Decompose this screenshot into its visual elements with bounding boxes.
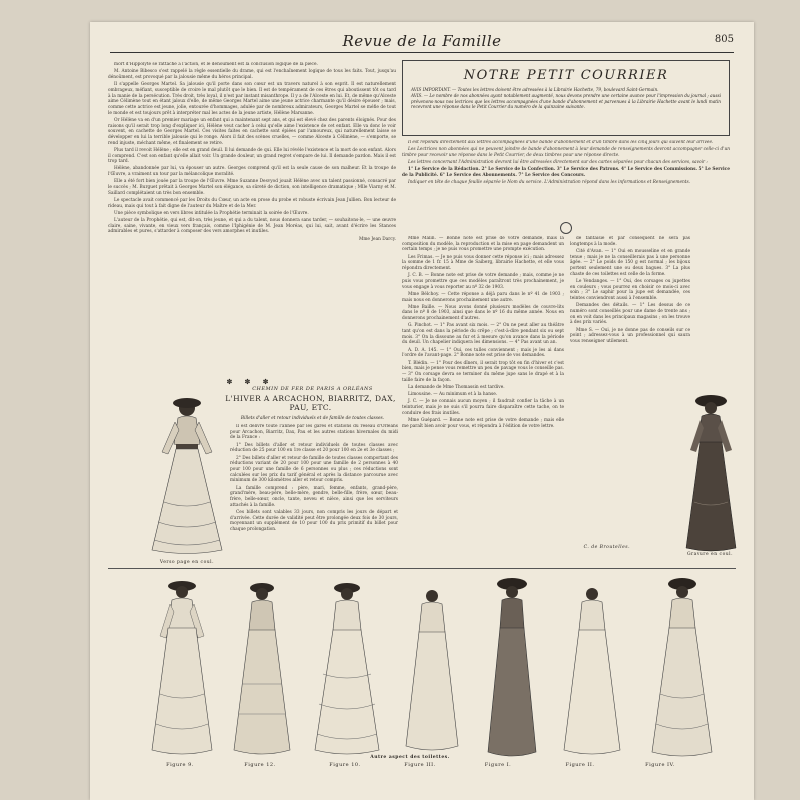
courrier-note: Les lettres concernant l'Administration devront lui être adressées directement sur des cartes séparées pour chacun des services, savoir : [408,160,708,166]
courrier-answer: T. Blédin. — 1° Pour des dîners, il serait trop tôt en fin d'hiver et c'est bien, mais je pense vous remettre un peu de pavage vous le conseille pas. — 3° On corsage devra se terminer du même jupe sans le drapé et à la taille faire de la façon. [402,360,564,383]
courrier-answer: Demandes des détails. — 1° Les dessus de ce numéro sont conseillés pour une dame de trente ans ; on en voit dans les principaux magasins ; on les trouve à des prix variés. [570,303,690,326]
figure-label: Figure II. [565,762,595,768]
courrier-answer: Mme Guépard. — Bonne note est prise de votre demande ; mais elle me paraît bien avoir pour vous, et répondra à l'édition de votre lettre. [402,417,564,429]
railway-title: L'HIVER A ARCACHON, BIARRITZ, DAX, PAU, ETC. [225,394,396,412]
verso-caption: Verso page en coul. [159,560,215,565]
article-paragraph: Hélène, abandonnée par lui, va épouser un autre. Georges comprend qu'il est la seule cause de son malheur. Et la troupe de l'Œuvre, a vraiment un tour par la mélancolique moralité. [108,166,396,178]
magazine-page [90,22,754,800]
courrier-answer: G. Pinchot. — 1° Pas avant six mois. — 2° On ne peut aller au théâtre tant qu'on est dans la période du crêpe ; c'est-à-dire pendant six ou sept mois. 3° On la dissoune au fur et à mesure qu'on avance dans la période du deuil. Un chapelier indiquera les dimensions. — 4° Pas avant un an. [402,323,564,346]
article-paragraph: Il s'appelle Georges Martel. Sa jalousie qu'il porte dans son cœur est un travers naturel à son esprit. Il est naturellement ombrageux, méfiant, susceptible de croire le mal plutôt que le bien. Il est de tempérament de ces êtres qui aboutissent tôt ou tard à la manie de la persécution. Très droit, très loyal, il n'est par instant misanthrope. Il y a de l'Alceste en lui. Et, de même qu'Alceste aime Célimène tout en étant jaloux d'elle, de même Georges Martel aime une jeune actrice charmante qu'il désire épouser ; mais, comme cette actrice est jeune, jolie, entourée d'hommages, adulée par de nombreux admirateurs, Georges Martel se méfie de tout le monde et est toujours prêt à interpréter mal les actes de la jeune artiste, Hélène Marsanne. [108,82,396,116]
courrier-header-box [402,60,730,136]
page-number: 805 [714,34,734,45]
article-paragraph: Une pièce symbolique en vers libres intitulée la Prophétie terminait la soirée de l'Œuvre. [114,210,309,216]
article-paragraph: Elle a été fort bien jouée par la troupe de l'Œuvre. Mme Suzanne Desvyod jouait Hélène avec un talent passionné, consacré par le succès ; M. Burguet prêtait à Georges Martel son élégance, sa sûreté de diction, son intelligence dramatique ; Mlle Viarny et M. Saillard complétaient un très bon ensemble. [108,179,396,196]
courrier-answer: Mme Baille. — Nous avons donné plusieurs modèles de couvre-lits dans le nº 8 de 1903, ainsi que dans le nº 16 du même année. Nous en donnerons prochainement d'autres. [402,304,564,322]
figure-label: Figure III. [404,762,436,768]
figure-label: Figure 9. [166,762,194,768]
courrier-answer: Le Vendanges. — 1° Oui, des corsages ou jupettes en couleurs ; vous pourrez en choisir ce mois-ci avec soin ; 3° Le saphir pour la jupe est demandée, ces teintes conviendront aussi à l'ensemble. [570,278,690,302]
figure-label: Figure IV. [645,762,675,768]
railway-paragraph: La famille comprend : père, mari, femme, enfants, grand-père, grand'mère, beau-père, belle-mère, gendre, belle-fille, frère, sœur, beau-frère, belle-sœur, oncle, tante, neveu et nièce, ainsi que les serviteurs attachés à la famille. [230,485,398,508]
article-paragraph: Plus tard il revoit Hélène ; elle est en grand deuil. Il lui demande de qui. Elle lui révèle l'existence et la mort de son enfant. Alors il comprend. C'est son enfant qu'elle allait voir. Un grande douleur, un grand regret s'empare de lui. Il demande pardon. Mais il est trop tard. [108,147,396,165]
courrier-answer: Mme Bélchoy. — Cette réponse a déjà paru dans le nº 41 de 1903 ; mais nous en donnerons prochainement une autre. [402,291,564,303]
article-paragraph: Le spectacle avait commencé par les Droits du Cœur, un acte en prose du probe et robuste écrivain Jean Jullien. Bon lecteur de rideau, mais qui tout à fait digne de l'auteur du Maître et de la Mer. [108,197,396,209]
railway-paragraph: Il est délivré toute l'année par les gares et stations du réseau d'Orléans pour Arcachon, Biarritz, Dax, Pau et les autres stations hivernales du midi de la France : [230,424,398,441]
gravure-caption: Gravure en coul. [686,552,734,557]
courrier-services-list: 1° Le Service de la Rédaction. 2° Le Service de la Confection. 3° Le Service des Patrons. 4° Le Service des Commissions. 5° Le Service de la Publicité. 6° Le Service des Abonnements. 7° Le Service des Concours. [402,167,730,179]
railway-paragraph: 1° Des billets d'aller et retour individuels de toutes classes avec réduction de 25 pour 100 en 1re classe et 20 pour 100 en 2e et 3e classes ; [230,442,398,454]
theatre-review-column [108,62,396,375]
courrier-avis: AVIS. — Le nombre de nos abonnées ayant notablement augmenté, nous devons prendre une certaine avance pour l'impression du journal ; aussi prévenons-nous nos lectrices que les lettres accompagnées d'une bande d'abonnement et parvenues à la Librairie Hachette avant le lundi matin recevront une réponse dans le Petit Courrier du numéro de la quinzaine suivante. [411,93,721,109]
courrier-answers-left [402,236,564,554]
courrier-rules [402,140,730,220]
figure-III-illustration [406,590,458,750]
courrier-answer: La demande de Mme Thomassin est tardive. [408,384,505,390]
courrier-note: Indiquer en tête de chaque feuille séparée le Nom du service. L'Administration répond dans les informations et Renseignements. [408,180,691,186]
article-paragraph: mort d'Hippolyte se rattache à l'action, et le dénoûment est la conclusion logique de la pièce. [114,62,318,67]
figure-I-illustration [488,578,536,756]
article-paragraph: M. Antoine Bibesco s'est rappelé la règle essentielle du drame, qui est l'enchaînement logique de tous les faits. Tout, jusqu'au dénoûment, est provoqué par la jalousie même du héros principal. [108,69,396,80]
courrier-answer: J. C. — Je ne connais aucun moyen ; il faudrait confier la tâche à un teinturier, mais je ne suis s'il pourra faire disparaître cette tache, on te conduire des frais inutiles. [402,399,564,416]
courrier-answer: Limousine. — Au minimum et à la hanse. [408,392,498,398]
dress-illustration-gravure [680,392,742,552]
railway-kicker: CHEMIN DE FER DE PARIS A ORLÉANS [252,386,373,392]
running-header [110,30,734,53]
courrier-notices [411,87,721,110]
courrier-answers-right [570,236,690,554]
ornament-circle-icon [560,222,572,234]
railway-paragraph: Ces billets sont valables 33 jours, non compris les jours de départ et d'arrivée. Cette durée de validité peut être prolongée deux fois de 30 jours, moyennant un supplément de 10 pour 100 du prix primitif du billet pour chaque prolongation. [230,509,398,532]
courrier-answer: A. D. A. 145. — 1° Oui, ces tulles conviennent ; mais je les ai dans l'ordre de l'avant-page. 2° Bonne note est prise de vos demandes. [402,347,564,359]
figure-9-illustration [152,581,212,754]
courrier-signature: C. de Broutelles. [583,545,630,550]
figure-label: Figure 12. [244,762,276,768]
courrier-note: Il est répondu directement aux lettres accompagnées d'une bande d'abonnement et d'un timbre dans les cinq jours qui suivent leur arrivée. [408,140,714,145]
figures-top-rule [108,568,736,569]
courrier-avis: AVIS IMPORTANT. — Toutes les lettres doivent être adressées à la Librairie Hachette, 79, boulevard Saint-Germain. [411,87,659,92]
courrier-answer: Les Frimas. — Je ne puis vous donner cette réponse ici ; mais adressez la somme de 1 fr. 15 à Mme de Saiberg, librairie Hachette, et elle vous répondra directement. [402,254,564,272]
section-divider-stars: ✽ ✽ ✽ [226,378,274,386]
autre-aspect-caption: Autre aspect des toilettes. [370,755,450,760]
courrier-title: NOTRE PETIT COURRIER [463,68,669,83]
courrier-answer: J. C. B. — Bonne note est prise de votre demande ; mais, comme je ne puis vous promettre que ces modèles paraîtront très prochainement, je vous engage à vous reporter au nº 32 de 1903. [402,273,564,290]
courrier-answer: de fantaisie et par conséquent ne sera pas longtemps à la mode. [570,236,690,247]
railway-subtitle: Billets d'aller et retour individuels et de famille de toutes classes. [240,416,385,421]
courrier-answer: Cité d'Avan. — 1° Oui en mousseline et en grande tenue ; mais je ne la conseillerais pas à une personne âgée. — 2° Le poids de 150 g est normal ; les bijoux portent seulement une ou deux bagues. 3° La plus chaste de ces toilettes est celle de la forme. [570,248,690,277]
figure-12-illustration [234,583,290,754]
courrier-note: Les Lectrices non abonnées qui ne peuvent joindre de bande d'abonnement à leur demande de renseignements devront accompagner celle-ci d'un timbre pour recevoir une réponse dans le Petit Courrier, de deux timbres pour une réponse directe. [402,147,730,158]
figure-label: Figure 10. [329,762,361,768]
dress-illustration-verso [142,392,232,557]
article-paragraph: L'auteur de la Prophétie, qui est, dit-on, très jeune, et qui a du talent, nous donnera sans tarder, — souhaitons-le, — une œuvre claire, saine, vivante, en vieux vers français, comme l'Iphigénie de M. Jean Moréas, qui lui, sait, avant d'écrire les Stances admirables et pures, s'attarder à composer des vers amorphes et inutiles. [108,218,396,235]
article-signature: Mme Jean Darcy. [358,236,396,242]
courrier-answer: Mme S. — Oui, je ne donne pas de conseils sur ce point ; adressez-vous à un professionnel qui saura vous renseigner utilement. [570,327,690,344]
figure-IV-illustration [652,578,712,756]
figure-label: Figure I. [484,762,512,768]
railway-notice-column [230,424,398,544]
railway-paragraph: 2° Des billets d'aller et retour de famille de toutes classes comportant des réductions variant de 20 pour 100 pour une famille de 2 personnes à 40 pour 100 pour une famille de 6 personnes ou plus ; ces réductions sont calculées sur les prix du tarif général et après la distance parcourue avec minimum de 300 kilomètres aller et retour compris. [230,455,398,484]
journal-title: Revue de la Famille [342,32,502,50]
figure-10-illustration [315,583,379,754]
article-paragraph: Or Hélène va en d'un premier mariage un enfant qui a maintenant sept ans, et qui est élevé chez des parents éloignés. Pour des raisons qu'il serait trop long d'expliquer ici, Hélène veut cacher à celui qu'elle aime l'existence de cet enfant. Elle va donc le voir souvent, en cachette de Georges Martel. Ces visites faites en cachette sont épiées par l'amoureux, qui naturellement laisse se développer en lui la terrible jalousie qui le ronge. Alors il fait des scènes cruelles, — comme Alceste à Célimène, — s'emporte, se rend injuste, méchant même, et finalement se retire. [108,117,396,146]
courrier-answer: Mme Malin. — Bonne note est prise de votre demande, mais la composition du modèle, la reproduction et la mise en page demandent un certain temps ; je ne puis vous promettre une prompte exécution. [402,236,564,253]
figure-II-illustration [564,588,620,754]
fashion-figures-row [140,574,740,764]
